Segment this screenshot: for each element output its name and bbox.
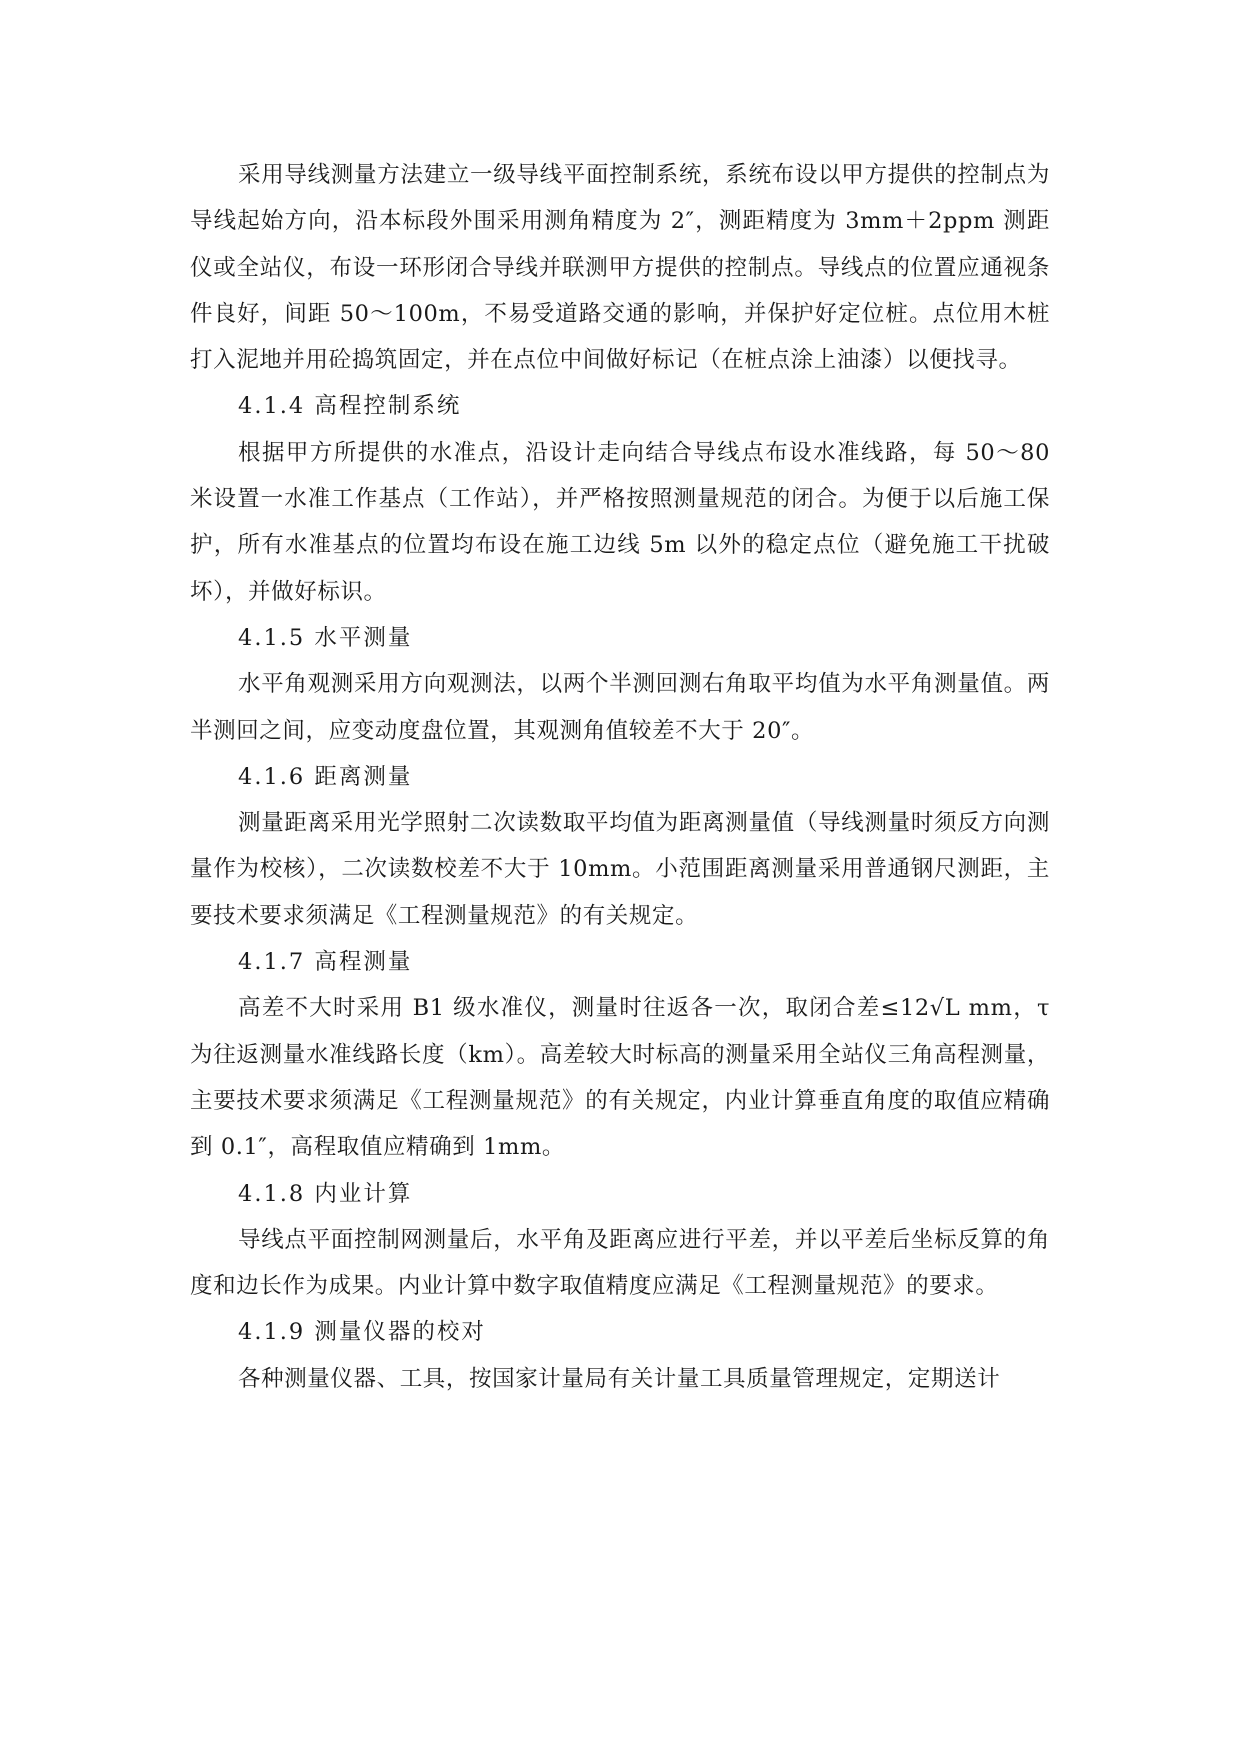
paragraph-calculation: 导线点平面控制网测量后，水平角及距离应进行平差，并以平差后坐标反算的角度和边长作为成果。内业计算中数字取值精度应满足《工程测量规范》的要求。 bbox=[190, 1226, 1050, 1300]
heading-4-1-8: 4.1.8 内业计算 bbox=[238, 1180, 413, 1207]
document-page bbox=[190, 152, 1050, 1402]
paragraph-horizontal-angle: 水平角观测采用方向观测法，以两个半测回测右角取平均值为水平角测量值。两半测回之间，应变动度盘位置，其观测角值较差不大于 20″。 bbox=[190, 671, 1050, 744]
heading-4-1-4: 4.1.4 高程控制系统 bbox=[238, 393, 462, 420]
heading-4-1-9: 4.1.9 测量仪器的校对 bbox=[238, 1319, 486, 1346]
paragraph-control-network: 采用导线测量方法建立一级导线平面控制系统，系统布设以甲方提供的控制点为导线起始方向，沿本标段外围采用测角精度为 2″，测距精度为 3mm＋2ppm 测距仪或全站仪，布设一环形闭合导线并联测甲方提供的控制点。导线点的位置应通视条件良好，间距 50～100m，不易受道路交通的影响，并保护好定位桩。点位用木桩打入泥地并用砼捣筑固定，并在点位中间做好标记（在桩点涂上油漆）以便找寻。 bbox=[190, 162, 1050, 374]
paragraph-instrument-check: 各种测量仪器、工具，按国家计量局有关计量工具质量管理规定，定期送计 bbox=[238, 1365, 1001, 1392]
heading-4-1-6: 4.1.6 距离测量 bbox=[238, 763, 413, 790]
heading-4-1-7: 4.1.7 高程测量 bbox=[238, 949, 413, 976]
paragraph-distance: 测量距离采用光学照射二次读数取平均值为距离测量值（导线测量时须反方向测量作为校核），二次读数校差不大于 10mm。小范围距离测量采用普通钢尺测距，主要技术要求须满足《工程测量规范》的有关规定。 bbox=[190, 810, 1050, 929]
heading-4-1-5: 4.1.5 水平测量 bbox=[238, 624, 413, 651]
paragraph-elevation: 高差不大时采用 B1 级水准仪，测量时往返各一次，取闭合差≤12√L mm，τ为往返测量水准线路长度（km）。高差较大时标高的测量采用全站仪三角高程测量，主要技术要求须满足《工程测量规范》的有关规定，内业计算垂直角度的取值应精确到 0.1″，高程取值应精确到 1mm。 bbox=[190, 995, 1050, 1161]
paragraph-elevation-control: 根据甲方所提供的水准点，沿设计走向结合导线点布设水准线路，每 50～80 米设置一水准工作基点（工作站），并严格按照测量规范的闭合。为便于以后施工保护，所有水准基点的位置均布设在施工边线 5m 以外的稳定点位（避免施工干扰破坏），并做好标识。 bbox=[190, 439, 1050, 605]
